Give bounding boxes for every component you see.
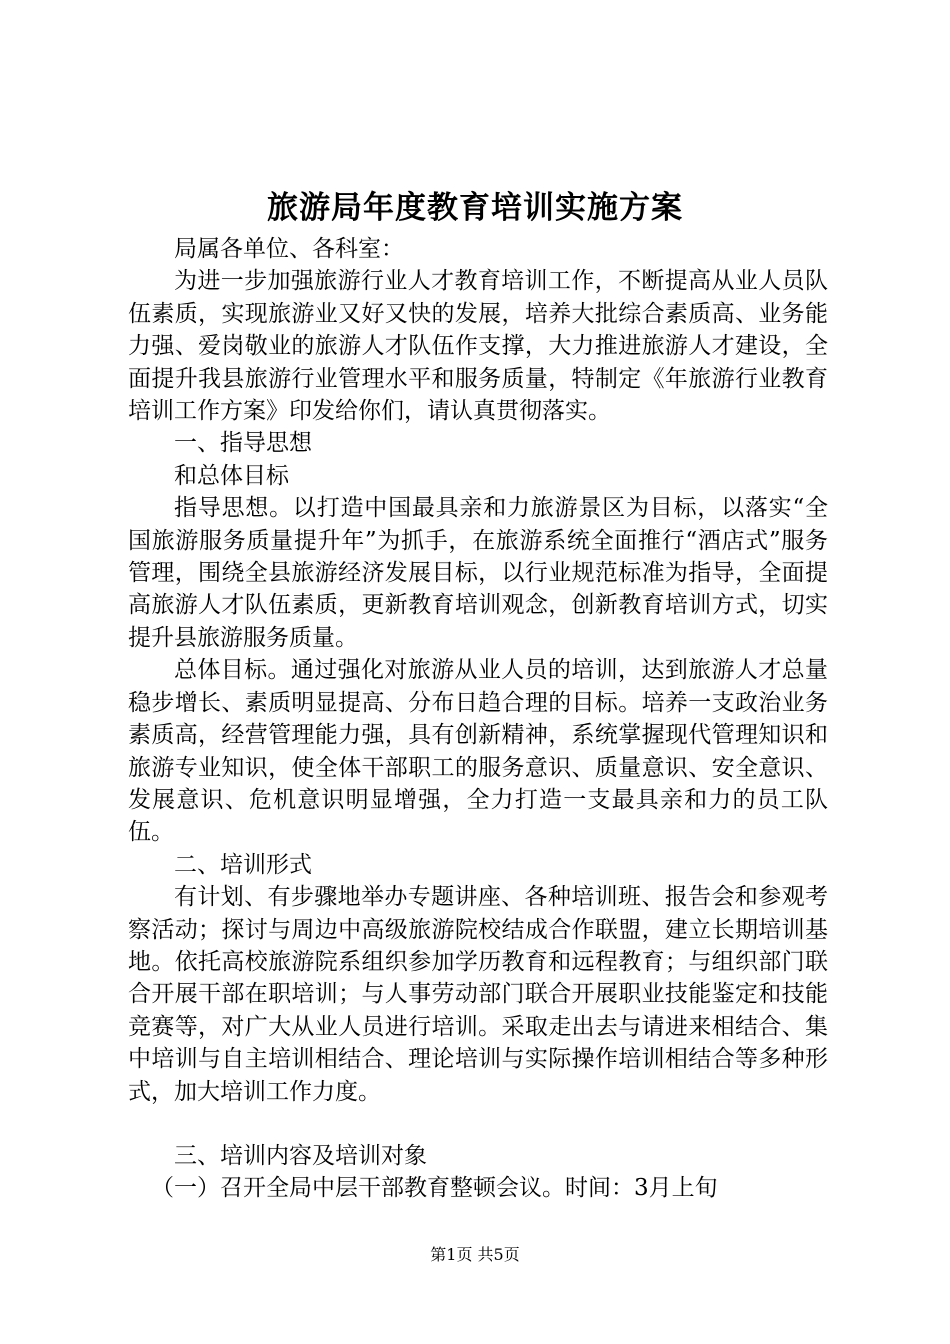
section-heading-2: 二、培训形式 [174, 851, 312, 878]
document-body [128, 233, 828, 1205]
section-heading-3: 三、培训内容及培训对象 [174, 1142, 427, 1169]
overall-goal-paragraph: 总体目标。通过强化对旅游从业人员的培训，达到旅游人才总量稳步增长、素质明显提高、分布日趋合理的目标。培养一支政治业务素质高，经营管理能力强，具有创新精神，系统掌握现代管理知识和旅游专业知识，使全体干部职工的服务意识、质量意识、安全意识、发展意识、危机意识明显增强，全力打造一支最具亲和力的员工队伍。 [128, 657, 828, 846]
intro-paragraph: 为进一步加强旅游行业人才教育培训工作，不断提高从业人员队伍素质，实现旅游业又好又快的发展，培养大批综合素质高、业务能力强、爱岗敬业的旅游人才队伍作支撑，大力推进旅游人才建设，全面提升我县旅游行业管理水平和服务质量，特制定《年旅游行业教育培训工作方案》印发给你们，请认真贯彻落实。 [128, 268, 828, 425]
item-1-paragraph: （一）召开全局中层干部教育整顿会议。时间：3月上旬 [151, 1175, 718, 1202]
guiding-ideology-paragraph: 指导思想。以打造中国最具亲和力旅游景区为目标，以落实“全国旅游服务质量提升年”为抓手，在旅游系统全面推行“酒店式”服务管理，围绕全县旅游经济发展目标，以行业规范标准为指导，全面提高旅游人才队伍素质，更新教育培训观念，创新教育培训方式，切实提升县旅游服务质量。 [128, 495, 828, 651]
page-number: 第1页 共5页 [430, 1245, 520, 1264]
training-form-paragraph: 有计划、有步骤地举办专题讲座、各种培训班、报告会和参观考察活动；探讨与周边中高级旅游院校结成合作联盟，建立长期培训基地。依托高校旅游院系组织参加学历教育和远程教育；与组织部门联合开展干部在职培训；与人事劳动部门联合开展职业技能鉴定和技能竞赛等，对广大从业人员进行培训。采取走出去与请进来相结合、集中培训与自主培训相结合、理论培训与实际操作培训相结合等多种形式，加大培训工作力度。 [128, 884, 828, 1105]
salutation: 局属各单位、各科室： [174, 236, 404, 262]
section-heading-1-cont: 和总体目标 [174, 462, 289, 489]
document-title: 旅游局年度教育培训实施方案 [267, 190, 683, 226]
section-heading-1: 一、指导思想 [174, 430, 312, 457]
